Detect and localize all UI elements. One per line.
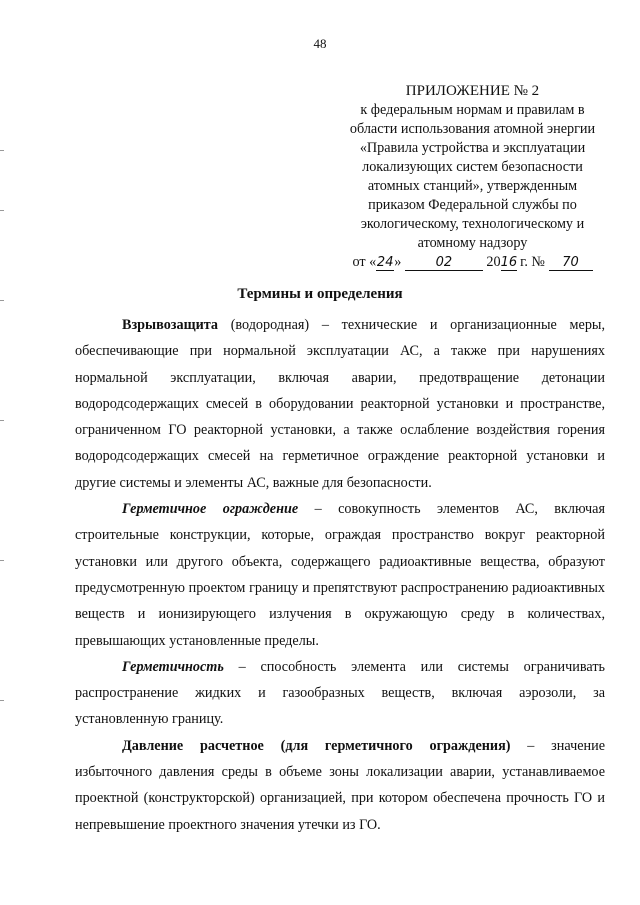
definition-text: – способность элемента или системы ограничивать распространение жидких и газообразных веществ, включая аэрозоли, за установленную границу. xyxy=(75,658,605,728)
definition-text: – совокупность элементов АС, включая строительные конструкции, которые, ограждая пространство вокруг реакторной установки или другого объекта, содержащего радиоактивные вещества, образуют предусмотренную проектом границу и препятствуют распространению радиоактивных веществ и ионизирующего излучения в окружающую среду в количествах, превышающих установленные пределы. xyxy=(75,501,605,649)
page-number: 48 xyxy=(313,36,327,51)
definition-paragraph xyxy=(75,496,605,654)
handwritten-month: 02 xyxy=(405,256,483,271)
handwritten-order-number: 70 xyxy=(549,256,593,271)
appendix-line: области использования атомной энергии xyxy=(349,121,596,137)
definition-text: – значение избыточного давления среды в объеме зоны локализации аварии, устанавливаемое проектной (конструкторской) организацией, при котором обеспечена прочность ГО и непревышение проектного значения утечки из ГО. xyxy=(75,737,605,833)
definition-term: Герметичность xyxy=(122,658,224,675)
appendix-line: локализующих систем безопасности xyxy=(362,159,583,175)
definitions-body xyxy=(75,312,605,838)
page-edge-marks xyxy=(0,0,6,905)
appendix-line: экологическому, технологическому и xyxy=(360,216,585,232)
appendix-block xyxy=(330,82,615,272)
year-prefix: 20 xyxy=(486,254,501,270)
date-prefix: от « xyxy=(352,254,377,270)
definition-term: Герметичное ограждение xyxy=(122,501,299,518)
definition-term: Давление расчетное (для герметичного ограждения) xyxy=(122,737,511,754)
handwritten-day: 24 xyxy=(376,255,394,270)
order-date-line xyxy=(330,253,615,272)
definition-paragraph xyxy=(75,312,605,496)
section-heading: Термины и определения xyxy=(237,286,403,302)
appendix-line: приказом Федеральной службы по xyxy=(368,197,577,213)
handwritten-year: 16 xyxy=(500,255,518,270)
appendix-line: «Правила устройства и эксплуатации xyxy=(359,140,586,156)
year-text: г. № xyxy=(520,254,545,270)
definition-paragraph xyxy=(75,733,605,838)
definition-term: Взрывозащита xyxy=(122,317,218,333)
definition-text: (водородная) – технические и организационные меры, обеспечивающие при нормальной эксплуатации АС, а также при нарушениях нормальной эксплуатации, включая аварии, предотвращение детонации водородсодержащих смесей в оборудовании реакторной установки и пространстве, ограниченном ГО реакторной установки, а также ослабление воздействия горения водородсодержащих смесей на герметичное ограждение реакторной установки и другие системы и элементы АС, важные для безопасности. xyxy=(75,317,605,491)
appendix-title: ПРИЛОЖЕНИЕ № 2 xyxy=(405,83,540,99)
day-suffix: » xyxy=(394,254,402,270)
definition-paragraph xyxy=(75,654,605,733)
appendix-line: к федеральным нормам и правилам в xyxy=(360,102,585,118)
appendix-line: атомных станций», утвержденным xyxy=(367,178,578,194)
appendix-line: атомному надзору xyxy=(417,235,528,251)
